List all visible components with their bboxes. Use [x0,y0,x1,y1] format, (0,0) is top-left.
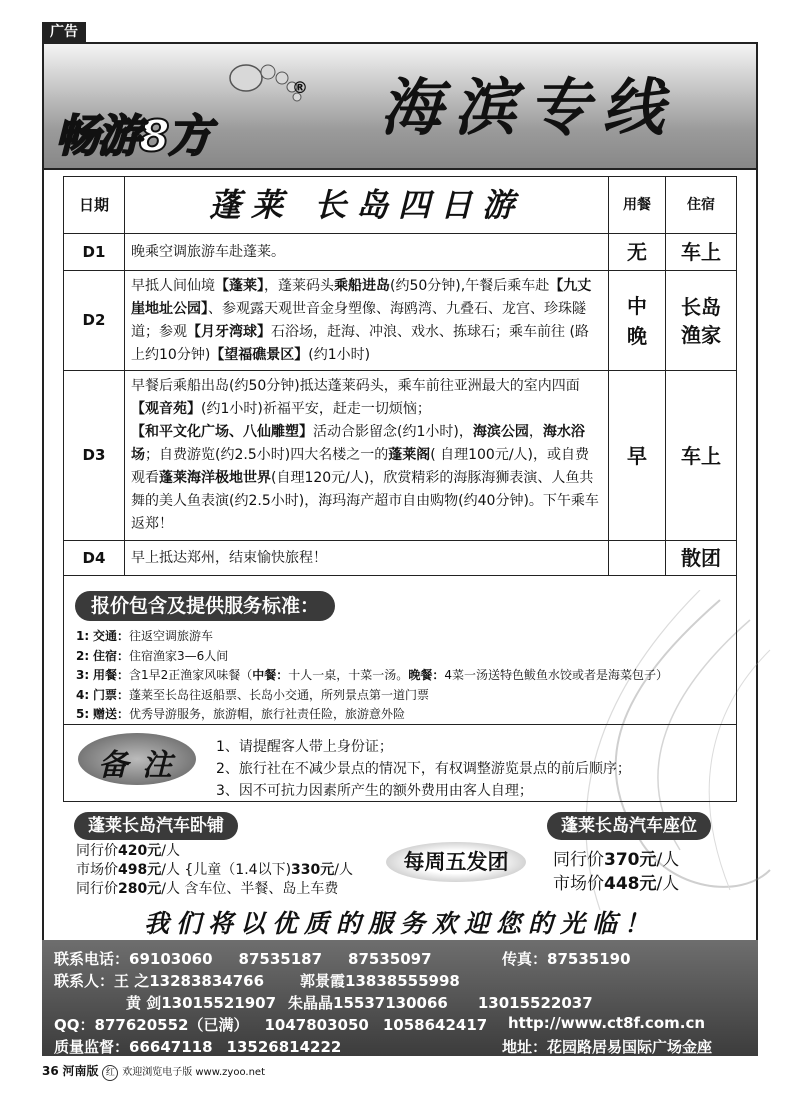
date-header: 日期 [64,177,125,234]
item-value: 含1早2正渔家风味餐（ [129,668,253,682]
list-item: 2、旅行社在不减少景点的情况下，有权调整游览景点的前后顺序； [216,761,631,777]
text: 活动合影留念(约1小时)， [313,424,473,440]
item-key: 中餐： [252,668,289,682]
label: 同行价 [76,843,118,859]
meal-value: 早 [609,371,666,541]
list-item: 3、因不可抗力因素所产生的额外费用由客人自理； [216,783,533,799]
list-item [76,647,668,667]
item-number: 2: [76,648,90,663]
item-key: 用餐： [92,668,129,682]
list-item [76,705,668,725]
text: 早抵人间仙境 [131,277,215,294]
item-number: 1: [76,629,90,643]
price: 370元 [604,850,657,870]
highlight: 海水浴场 [131,424,585,463]
sleeper-title: 蓬莱长岛汽车卧铺 [74,812,238,840]
contact-panel [42,940,758,1056]
text: ( 自理100元/人)，或自费观看 [131,447,590,486]
meal-header: 用餐 [609,177,666,234]
price-line [76,842,353,861]
label: 市场价 [553,874,604,894]
phone: 87535097 [348,950,432,968]
day-label: D4 [64,541,125,576]
unit: /人 [161,843,180,859]
phone: 66647118 [129,1038,213,1056]
highlight: 【月牙湾球】 [187,323,271,340]
day-description: 早上抵达郑州，结束愉快旅程！ [125,541,609,576]
edition: 河南版 [62,1064,99,1078]
page-footer [42,1062,265,1081]
stay-value: 散团 [666,541,737,576]
tour-title: 蓬莱 长岛四日游 [125,177,609,234]
item-number: 4: [76,687,90,702]
price-line [76,880,353,899]
list-item [76,627,668,647]
fax-row [502,948,631,969]
table-row [64,271,737,371]
page-number: 36 [42,1064,59,1078]
label: 联系人： [54,972,115,990]
registered-mark: ® [292,78,308,97]
person: 王 之13283834766 [114,972,265,990]
item-number: 5: [76,707,90,721]
item-key: 赠送： [92,707,129,721]
qq: 1047803050 [264,1016,369,1034]
meal-value: 中 晚 [609,271,666,371]
label: 质量监督： [54,1038,130,1056]
price-line [76,861,353,880]
text: 早餐后乘船出岛(约50分钟)抵达蓬莱码头，乘车前往亚洲最大的室内四面 [131,378,580,394]
unit: /人 [656,850,680,870]
person: 13015522037 [477,994,593,1012]
unit: /人 含车位、半餐、岛上车费 [161,881,339,897]
item-value: 4菜一汤送特色鲅鱼水饺或者是海菜包子） [444,668,668,682]
notes-list [216,736,631,802]
price-line [553,848,679,872]
phone: 87535187 [238,950,323,968]
label: 同行价 [553,850,604,870]
label: 传真： [502,950,548,968]
weekly-departure: 每周五发团 [386,842,526,882]
phone: 13526814222 [226,1038,342,1056]
list-item [76,686,668,706]
qq: 877620552（已满） [94,1016,249,1034]
list-item: 1、请提醒客人带上身份证； [216,739,393,755]
text: (自理120元/人)，欣赏精彩的海豚海狮表演、人鱼共舞的美人鱼表演(约2.5小时)，海玛海产超市自由购物(约40分钟)。下午乘车返郑！ [131,470,599,532]
page-title: 海滨专线 [380,71,677,144]
list-item [76,666,668,686]
table-row [64,541,737,576]
price: 448元 [604,874,657,894]
phone: 69103060 [129,950,213,968]
sleeper-prices [76,842,353,899]
notes-title: 备注 [98,748,186,783]
stay-header: 住宿 [666,177,737,234]
meal-value [609,541,666,576]
day-label: D3 [64,371,125,541]
highlight: 蓬莱海洋极地世界 [159,470,271,486]
label: QQ： [54,1016,95,1034]
item-number: 3: [76,668,90,682]
highlight: 【观音苑】 [131,401,201,417]
seat-title: 蓬莱长岛汽车座位 [547,812,711,840]
welcome-slogan: 我们将以优质的服务欢迎您的光临！ [143,909,656,938]
text: (约1小时)祈福平安，赶走一切烦恼； [201,401,431,417]
price: 280元 [118,881,162,897]
item-key: 晚餐： [408,668,445,682]
label: 地址： [502,1038,548,1056]
text: ， [528,424,543,440]
text: (约50分钟),午餐后乘车赴 [390,277,550,294]
person: 朱晶晶15537130066 [288,994,448,1012]
item-value: 往返空调旅游车 [129,629,214,643]
label: 联系电话： [54,950,130,968]
address-row [502,1036,712,1057]
unit: /人 {儿童（1.4以下) [161,862,292,878]
day-description: 晚乘空调旅游车赴蓬莱。 [125,234,609,271]
item-value: 优秀导游服务，旅游帽，旅行社责任险，旅游意外险 [129,707,406,721]
highlight: 【蓬莱】 [215,277,264,294]
table-row [64,234,737,271]
person-row [54,970,460,991]
day-description [125,371,609,541]
item-key: 门票： [92,687,129,702]
supervision-row [54,1036,341,1057]
qq: 1058642417 [382,1016,488,1034]
highlight: 【九丈崖地址公园】 [131,277,592,317]
price: 498元 [118,862,162,878]
item-key: 住宿： [92,648,129,663]
day-label: D1 [64,234,125,271]
website-link[interactable]: http://www.ct8f.com.cn [508,1014,706,1032]
address: 花园路居易国际广场金座 [547,1038,713,1056]
highlight: 海滨公园 [472,424,529,440]
unit: /人 [656,874,680,894]
edition-badge-icon: 红 [102,1065,118,1081]
table-row [64,371,737,541]
item-value: 住宿渔家3—6人间 [129,648,229,663]
price: 420元 [118,843,162,859]
highlight: 乘船进岛 [334,277,390,294]
footer-text: 欢迎浏览电子版 www.zyoo.net [122,1067,265,1078]
text: (约1小时) [308,346,371,363]
phone-row [54,948,432,969]
item-value: 蓬莱至长岛往返船票、长岛小交通，所列景点第一道门票 [129,687,430,702]
person: 郭景霞13838555998 [300,972,460,990]
text: ；自费游览(约2.5小时)四大名楼之一的 [145,447,389,463]
stay-value: 车上 [666,234,737,271]
highlight: 【和平文化广场、八仙雕塑】 [131,424,313,440]
person-row [126,992,593,1013]
day-label: D2 [64,271,125,371]
price-line [553,872,679,896]
meal-value: 无 [609,234,666,271]
person: 黄 剑13015521907 [126,994,277,1012]
day-description [125,271,609,371]
seat-prices [553,848,679,896]
item-value: 十人一桌，十菜一汤。 [288,668,409,682]
stay-value: 长岛 渔家 [666,271,737,371]
highlight: 【望福礁景区】 [210,346,309,363]
item-key: 交通： [92,629,129,643]
fax: 87535190 [547,950,631,968]
label: 同行价 [76,881,118,897]
highlight: 蓬莱阁 [388,447,431,463]
ad-tag: 广告 [42,22,86,42]
unit: /人 [334,862,353,878]
text: 石浴场，赶海、冲浪、戏水、拣球石；乘车前往 (路上约10分钟) [131,323,589,363]
brand-name: 畅游8方 [55,111,210,162]
stay-value: 车上 [666,371,737,541]
text: ，蓬莱码头 [264,277,334,294]
services-list [76,627,668,725]
services-title: 报价包含及提供服务标准： [75,591,335,621]
itinerary-table [63,176,737,576]
price: 330元 [291,862,335,878]
label: 市场价 [76,862,118,878]
table-header-row [64,177,737,234]
qq-row [54,1014,487,1035]
text: 、参观露天观世音金身塑像、海鸥湾、九叠石、龙宫、珍珠隧道；参观 [131,300,586,340]
